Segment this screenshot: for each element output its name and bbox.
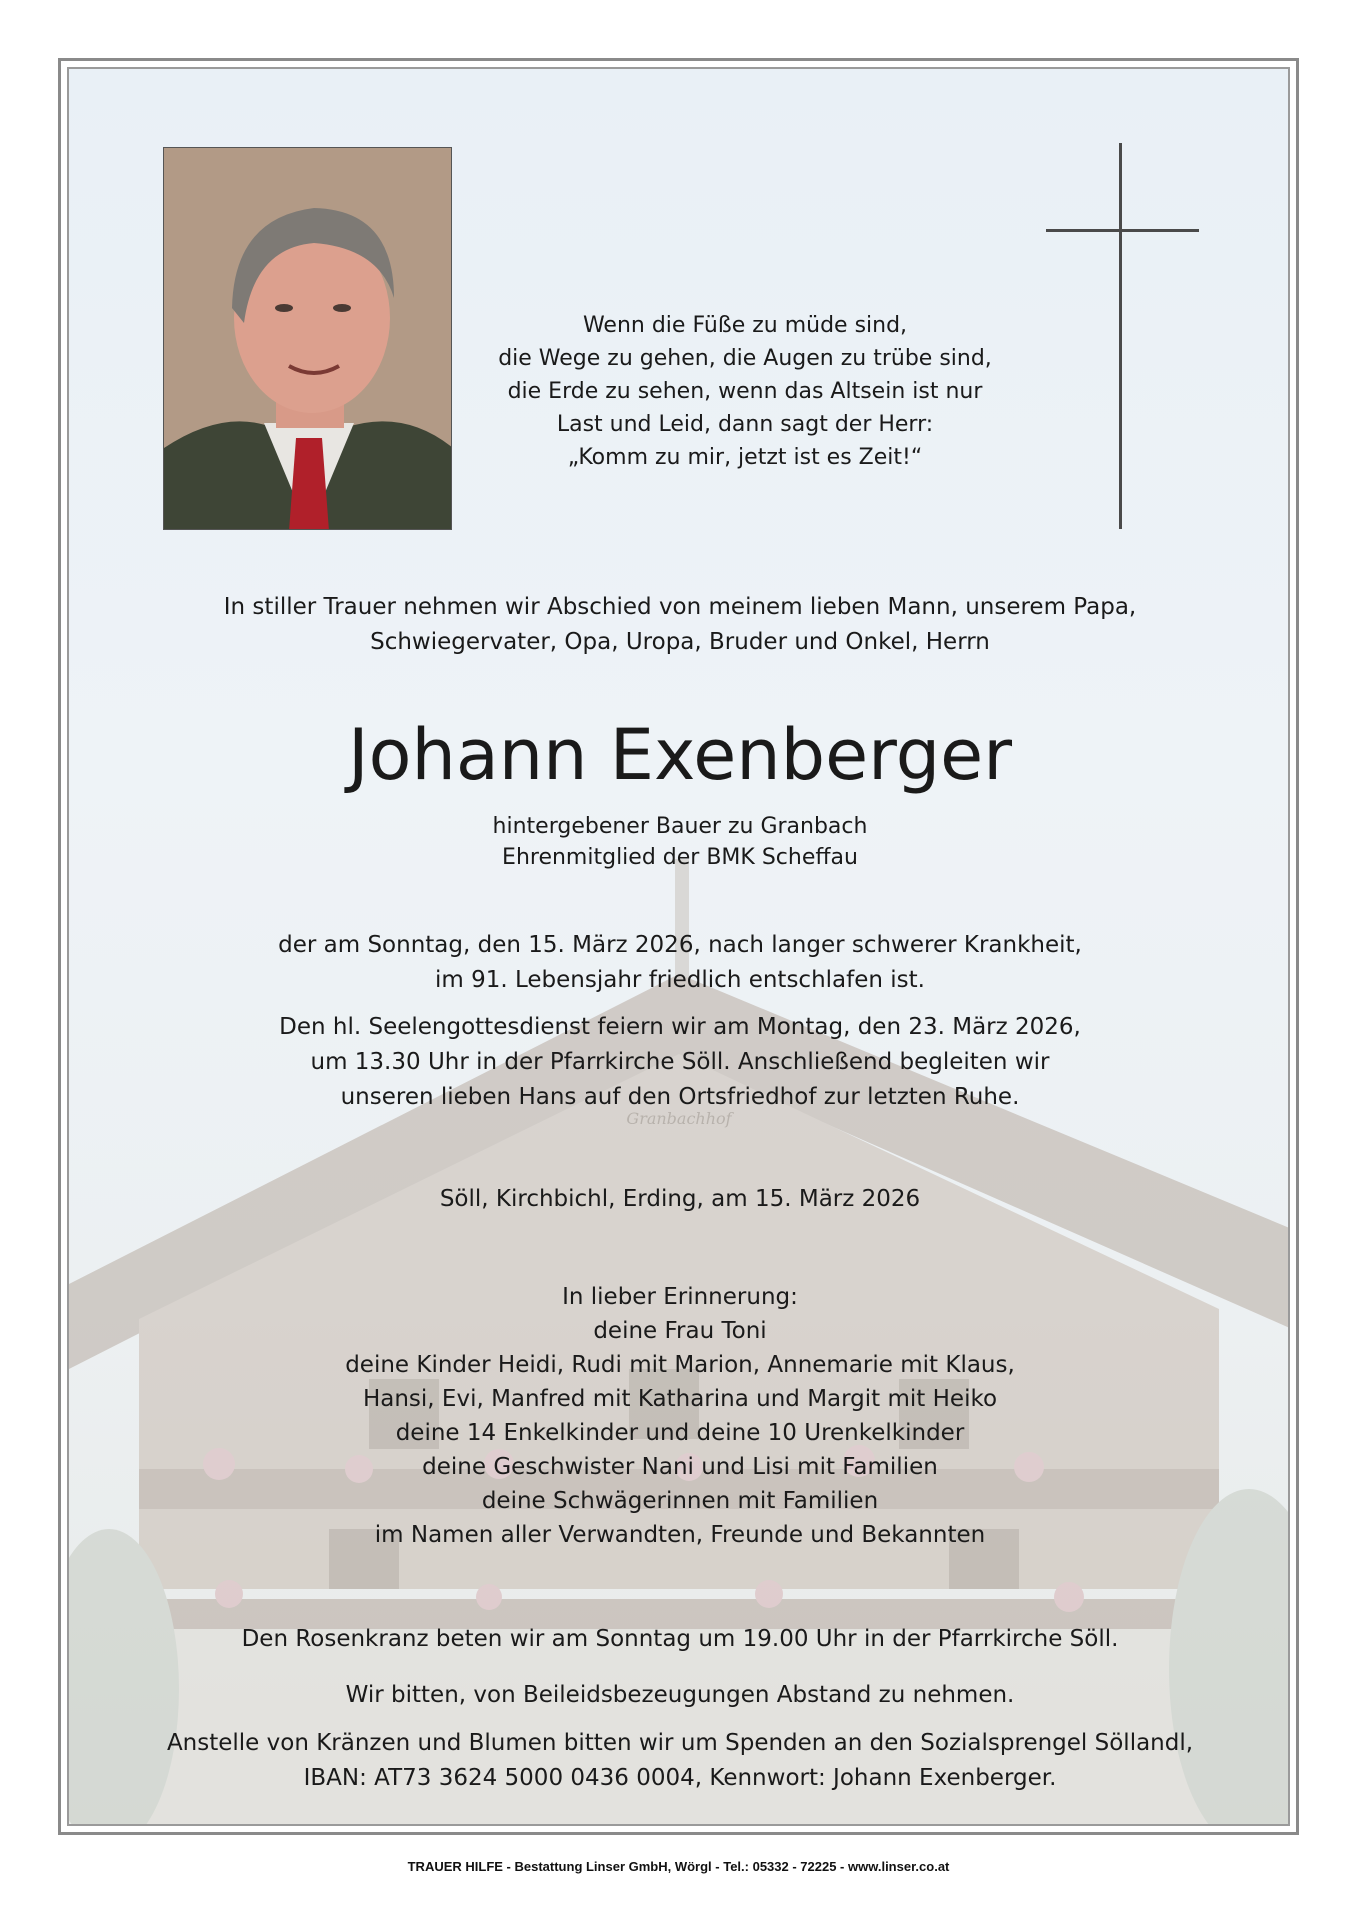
subtitle (70, 811, 1290, 873)
deceased-name: Johann Exenberger (348, 714, 1012, 796)
donation-line: IBAN: AT73 3624 5000 0436 0004, Kennwort: Johann Exenberger. (303, 1765, 1057, 1791)
mass-line: um 13.30 Uhr in der Pfarrkirche Söll. Anschließend begleiten wir (310, 1049, 1050, 1075)
memory-line: im Namen aller Verwandten, Freunde und Bekannten (374, 1522, 986, 1548)
footer-funeral-home: TRAUER HILFE - Bestattung Linser GmbH, Wörgl - Tel.: 05332 - 72225 - www.linser.co.at (407, 1859, 950, 1874)
poem-line: „Komm zu mir, jetzt ist es Zeit!“ (567, 445, 923, 470)
memory-line: deine Geschwister Nani und Lisi mit Familien (422, 1454, 938, 1480)
mass-notice (70, 1010, 1290, 1115)
subtitle-line: Ehrenmitglied der BMK Scheffau (502, 845, 858, 870)
poem-line: Wenn die Füße zu müde sind, (582, 313, 908, 338)
cross-icon-vertical (1119, 143, 1122, 529)
portrait-photo (163, 147, 452, 530)
intro-text (70, 590, 1290, 660)
intro-line: In stiller Trauer nehmen wir Abschied von meinem lieben Mann, unserem Papa, (223, 594, 1137, 620)
rosary-notice: Den Rosenkranz beten wir am Sonntag um 19.00 Uhr in der Pfarrkirche Söll. (241, 1626, 1119, 1652)
condolence-notice: Wir bitten, von Beileidsbezeugungen Abstand zu nehmen. (345, 1682, 1015, 1708)
subtitle-line: hintergebener Bauer zu Granbach (492, 814, 868, 839)
memory-list (70, 1280, 1290, 1552)
memory-line: deine Schwägerinnen mit Familien (481, 1488, 879, 1514)
memory-line: deine Frau Toni (593, 1318, 767, 1344)
poem-line: die Wege zu gehen, die Augen zu trübe sind, (498, 346, 992, 371)
death-notice (70, 928, 1290, 998)
house-sign-text: Granbachhof (626, 1109, 732, 1128)
memory-line: deine 14 Enkelkinder und deine 10 Urenkelkinder (395, 1420, 965, 1446)
mass-line: Den hl. Seelengottesdienst feiern wir am Montag, den 23. März 2026, (279, 1014, 1081, 1040)
poem-line: Last und Leid, dann sagt der Herr: (556, 412, 934, 437)
memory-line: Hansi, Evi, Manfred mit Katharina und Margit mit Heiko (362, 1386, 998, 1412)
place-date: Söll, Kirchbichl, Erding, am 15. März 2026 (439, 1186, 921, 1212)
memory-line: In lieber Erinnerung: (562, 1284, 798, 1310)
mass-line: unseren lieben Hans auf den Ortsfriedhof zur letzten Ruhe. (340, 1084, 1020, 1110)
cross-icon-horizontal (1046, 229, 1199, 232)
memory-line: deine Kinder Heidi, Rudi mit Marion, Annemarie mit Klaus, (345, 1352, 1015, 1378)
death-line: im 91. Lebensjahr friedlich entschlafen ist. (435, 967, 925, 993)
intro-line: Schwiegervater, Opa, Uropa, Bruder und Onkel, Herrn (370, 629, 990, 655)
poem (455, 309, 1035, 474)
donation-line: Anstelle von Kränzen und Blumen bitten wir um Spenden an den Sozialsprengel Söllandl, (166, 1730, 1194, 1756)
poem-line: die Erde zu sehen, wenn das Altsein ist nur (507, 379, 983, 404)
donation-notice (70, 1726, 1290, 1796)
death-line: der am Sonntag, den 15. März 2026, nach langer schwerer Krankheit, (278, 932, 1082, 958)
